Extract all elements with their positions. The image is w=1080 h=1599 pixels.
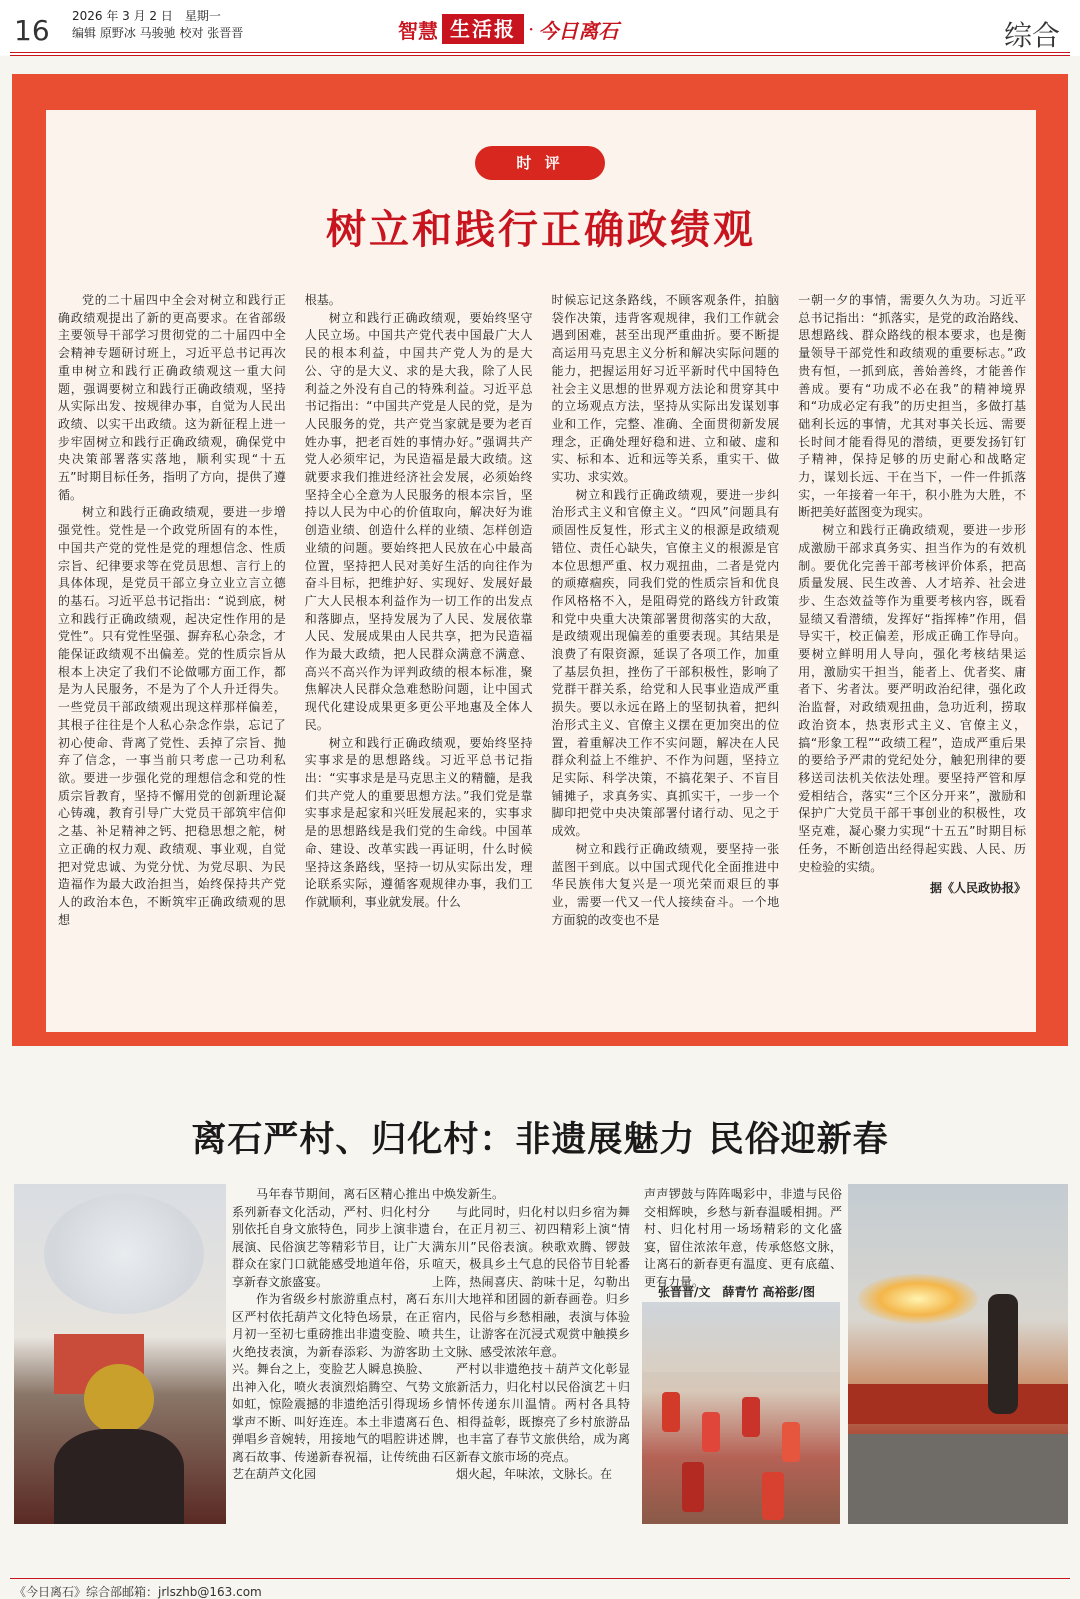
paragraph: 烟火起，年味浓，文脉长。在 [456, 1467, 613, 1481]
dancer-figure [782, 1422, 800, 1462]
paragraph: 作为省级乡村旅游重点村，离石区严村依托葫芦文化特色场景，在正月初一至初七重磅推出非遗变脸、喷火绝技表演，为新春添彩、为游客助兴。舞台之上，变脸艺人瞬息换脸、出神入化，喷火表演烈焰腾空、气势如虹，惊险震撼的非遗绝活引得现场掌声不断、叫好连连。本土非遗离石弹唱乡音婉转，用接地气的唱腔讲述离石故事、传递新春祝福，让传统曲艺在葫芦文化园 [232, 1292, 430, 1481]
commentary-headline: 树立和践行正确政绩观 [326, 206, 756, 253]
paragraph: 树立和践行正确政绩观，要进一步纠治形式主义和官僚主义。“四风”问题具有顽固性反复性，形式主义的根源是政绩观错位、责任心缺失，官僚主义的根源是官本位思想严重、权力观扭曲，二者是党内的顽瘴痼疾，同我们党的性质宗旨和优良作风格格不入，是阻碍党的路线方针政策和党中央重大决策部署贯彻落实的大敌，是政绩观出现偏差的重要表现。其结果是浪费了有限资源，延误了各项工作，加重了基层负担，挫伤了干部积极性，影响了党群干群关系，给党和人民事业造成严重损失。要以永远在路上的坚韧执着，把纠治形式主义、官僚主义摆在更加突出的位置，着重解决工作不实问题，解决在人民群众利益上不维护、不作为问题，坚持立足实际、科学决策，不搞花架子、不盲目铺摊子，求真务实、真抓实干，一步一个脚印把党中央决策部署付诸行动、见之于成效。 [551, 487, 780, 839]
commentary-column-4 [798, 292, 1026, 952]
performer-figure [988, 1294, 1018, 1414]
paragraph: 马年春节期间，离石区精心推出系列新春文化活动，严村、归化村分别依托自身文旅特色，同步上演非遗展演、民俗演艺等精彩节目，让广大群众在家门口就能感受地道年俗，乐享新春文旅盛宴。 [232, 1187, 430, 1289]
mask-headdress [84, 1364, 154, 1434]
paragraph: 中焕发新生。 [432, 1187, 505, 1201]
paragraph: 树立和践行正确政绩观，要始终坚持实事求是的思想路线。习近平总书记指出：“实事求是是马克思主义的精髓，是我们共产党人的重要思想方法。”我们党是靠实事求是起家和兴旺发展起来的，实事求是的思想路线是我们党的生命线。中国革命、建设、改革实践一再证明，什么时候坚持这条路线，坚持一切从实际出发，理论联系实际，遵循客观规律办事，我们工作就顺利，事业就发展。什么 [304, 735, 533, 909]
footer-contact: 《今日离石》综合部邮箱：jrlszhb@163.com [14, 1585, 262, 1599]
paragraph: 根基。 [304, 293, 341, 307]
dancer-figure [702, 1412, 720, 1452]
section-name: 综合 [1003, 19, 1060, 52]
brand-name: 生活报 [442, 14, 524, 44]
performer-costume [54, 1429, 184, 1524]
paragraph: 与此同时，归化村以归乡宿为舞台，在正月初三、初四精彩上演“情满东川”民俗表演。秧歌欢腾、锣鼓喧天，极具乡土气息的民俗节目轮番上阵，热闹喜庆、韵味十足，勾勒出东川大地祥和团圆的新春画卷。归乡宿内，民俗与乡愁相融，表演与体验共生，让游客在沉浸式观赏中触摸乡土文脉、感受浓浓年意。 [432, 1204, 630, 1359]
stage-floor [848, 1434, 1068, 1524]
paragraph: 时候忘记这条路线，不顾客观条件，拍脑袋作决策，违背客观规律，我们工作就会遇到困难，甚至出现严重曲折。要不断提高运用马克思主义分析和解决实际问题的能力，把握运用好习近平新时代中国特色社会主义思想的世界观方法论和贯穿其中的立场观点方法，坚持从实际出发谋划事业和工作，完整、准确、全面贯彻新发展理念，正确处理好稳和进、立和破、虚和实、标和本、近和远等关系，重实干、做实功、求实效。 [551, 293, 780, 485]
face-changing-performer-photo [14, 1184, 226, 1524]
dancer-figure [762, 1472, 784, 1520]
fire-plume [858, 1274, 978, 1324]
bare-tree-shape [44, 1194, 204, 1314]
paragraph: 党的二十届四中全会对树立和践行正确政绩观提出了新的更高要求。在省部级主要领导干部学习贯彻党的二十届四中全会精神专题研讨班上，习近平总书记再次重申树立和践行正确政绩观这一重大问题，强调要树立和践行正确政绩观，坚持从实际出发、按规律办事，自觉为人民出政绩、以实干出政绩。这为新征程上进一步牢固树立和践行正确政绩观，确保党中央决策部署落实落地，顺利实现“十五五”时期目标任务，指明了方向，提供了遵循。 [58, 293, 286, 502]
paragraph: 树立和践行正确政绩观，要进一步增强党性。党性是一个政党所固有的本性，中国共产党的党性是党的理想信念、性质宗旨、纪律要求等在党员思想、言行上的具体体现，是党员干部立身立业立言立德的基石。习近平总书记指出：“说到底，树立和践行正确政绩观，起决定性作用的是党性”。只有党性坚强、摒弃私心杂念，才能保证政绩观不出偏差。党的性质宗旨从根本上决定了我们不论做哪方面工作，都是为人民服务，不是为了个人升迁得失。一些党员干部政绩观出现这样那样偏差，其根子往往是个人私心杂念作祟，忘记了初心使命、背离了党性、丢掉了宗旨、抛弃了信念，一事当前只考虑一己功利私欲。要进一步强化党的理想信念和党的性质宗旨教育，坚持不懈用党的创新理论凝心铸魂，教育引导广大党员干部筑牢信仰之基、补足精神之钙、把稳思想之舵，树立正确的权力观、政绩观、事业观，自觉把对党忠诚、为党分忧、为党尽职、为民造福作为最大政治担当，始终保持共产党人的政治本色，不断筑牢正确政绩观的思想 [58, 505, 286, 927]
header-rule [10, 52, 1070, 56]
masthead [0, 0, 1080, 56]
source-credit: 据《人民政协报》 [929, 881, 1026, 896]
commentary-column-3 [552, 292, 780, 952]
feature-credits: 张晋晋/文 薛青竹 高裕彭/图 [658, 1285, 815, 1299]
yangge-dancers-photo [642, 1302, 840, 1524]
paragraph: 一朝一夕的事情，需要久久为功。习近平总书记指出：“抓落实，是党的政治路线、思想路线、群众路线的根本要求，也是衡量领导干部党性和政绩观的重要标志。”政贵有恒，一抓到底，善始善终，才能善作善成。要有“功成不必在我”的精神境界和“功成必定有我”的历史担当，多做打基础利长远的事情，尤其对事关长远、需要长时间才能看得见的潜绩，更要发扬钉钉子精神，保持足够的历史耐心和战略定力，谋划长远、干在当下，一件一件抓落实，一年接着一年干，积小胜为大胜，不断把美好蓝图变为现实。 [798, 293, 1026, 520]
dancer-figure [662, 1392, 680, 1432]
brand-separator: · [528, 17, 535, 41]
feature-column-1 [232, 1186, 430, 1484]
red-banner [848, 1384, 1068, 1424]
paragraph: 树立和践行正确政绩观，要进一步形成激励干部求真务实、担当作为的有效机制。要优化完善干部考核评价体系，把高质量发展、民生改善、人才培养、社会进步、生态效益等作为重要考核内容，既看显绩又看潜绩，发挥好“指挥棒”作用，倡导实干，校正偏差，形成正确工作导向。要树立鲜明用人导向，强化考核结果运用，激励实干担当，能者上、优者奖、庸者下、劣者汰。要严明政治纪律，强化政治监督，对政绩观扭曲，急功近利，捞取政治资本，热衷形式主义、官僚主义，搞“形象工程”“政绩工程”，造成严重后果的要给予严肃的党纪处分，触犯刑律的要移送司法机关依法处理。要坚持严管和厚爱相结合，落实“三个区分开来”，激励和保护广大党员干部干事创业的积极性，攻坚克难，凝心聚力实现“十五五”时期目标任务，不断创造出经得起实践、人民、历史检验的实绩。 [798, 523, 1026, 874]
sky-background [642, 1302, 840, 1372]
paragraph: 树立和践行正确政绩观，要坚持一张蓝图干到底。以中国式现代化全面推进中华民族伟大复兴是一项光荣而艰巨的事业，需要一代又一代人接续奋斗。一个地方面貌的改变也不是 [551, 841, 780, 927]
feature-column-3 [644, 1186, 842, 1291]
feature-column-2 [432, 1186, 630, 1484]
paragraph: 树立和践行正确政绩观，要始终坚守人民立场。中国共产党代表中国最广大人民的根本利益，中国共产党人为的是大公、守的是大义、求的是大我，除了人民利益之外没有自己的特殊利益。习近平总书记指出：“中国共产党是人民的党，是为人民服务的党，共产党当家就是要为老百姓办事，把老百姓的事情办好。”强调共产党人必须牢记，为民造福是最大政绩。这就要求我们推进经济社会发展，必须始终坚持全心全意为人民服务的根本宗旨，坚持以人民为中心的价值取向，解决好为谁创造业绩、创造什么样的业绩、怎样创造业绩的问题。要始终把人民放在心中最高位置，坚持把人民对美好生活的向往作为奋斗目标，把维护好、实现好、发展好最广大人民根本利益作为一切工作的出发点和落脚点，坚持发展为了人民、发展依靠人民、发展成果由人民共享，把为民造福作为最大政绩，把人民群众满意不满意、高兴不高兴作为评判政绩的根本标准，聚焦解决人民群众急难愁盼问题，让中国式现代化建设成果更多更公平地惠及全体人民。 [304, 310, 533, 732]
brand-sub: 今日离石 [538, 18, 619, 43]
commentary-column-1 [58, 292, 286, 952]
footer-rule [10, 1578, 1070, 1579]
dancer-figure [742, 1397, 760, 1437]
dancer-figure [682, 1462, 704, 1512]
brand-lead: 智慧 [398, 18, 438, 43]
feature-headline: 离石严村、归化村：非遗展魅力 民俗迎新春 [191, 1119, 889, 1160]
commentary-column-2 [305, 292, 533, 952]
newspaper-brand [398, 14, 618, 44]
paragraph: 声声锣鼓与阵阵喝彩中，非遗与民俗交相辉映，乡愁与新春温暖相拥。严村、归化村用一场场精彩的文化盛宴，留住浓浓年意，传承悠悠文脉，让离石的新春更有温度、更有底蕴、更有力量。 [644, 1187, 842, 1289]
editors-line: 编辑 原野冰 马骏驰 校对 张晋晋 [72, 26, 244, 40]
issue-date: 2026 年 3 月 2 日 星期一 [72, 9, 221, 23]
commentary-body [58, 292, 1026, 952]
fire-breathing-performer-photo [848, 1184, 1068, 1524]
paragraph: 严村以非遗绝技＋葫芦文化彰显文旅新活力，归化村以民俗演艺＋归乡情怀传递东川温情。两村各具特色、相得益彰，既擦亮了乡村旅游品牌，也丰富了春节文旅供给，成为离石区新春文旅市场的亮点。 [432, 1362, 630, 1464]
commentary-tag: 时 评 [475, 146, 605, 180]
page-number: 16 [14, 14, 50, 47]
issue-meta [72, 8, 243, 42]
